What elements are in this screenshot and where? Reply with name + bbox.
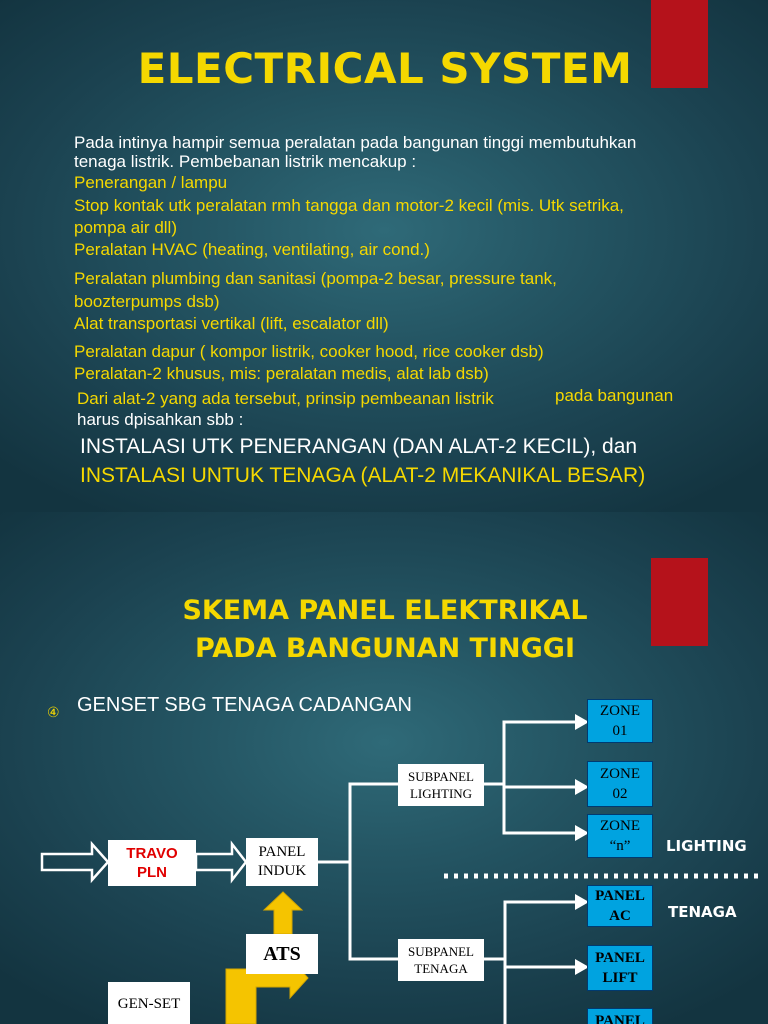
zone-label: ZONE (600, 703, 640, 719)
panel-induk-box (246, 838, 318, 886)
installation-lighting: INSTALASI UTK PENERANGAN (DAN ALAT-2 KECIL), dan (80, 435, 638, 458)
panel-label: PANEL (595, 1013, 645, 1024)
lighting-group-label: LIGHTING (666, 837, 747, 855)
genset-label: GEN-SET (117, 995, 181, 1012)
zone-number: 02 (612, 786, 628, 802)
bullet-genset: GENSET SBG TENAGA CADANGAN (77, 694, 412, 716)
closing-line-1a: Dari alat-2 yang ada tersebut, prinsip pembeanan listrik (77, 389, 494, 408)
ats-box (246, 934, 318, 974)
title-line-2: PADA BANGUNAN TINGGI (195, 633, 575, 664)
zone-number: 01 (612, 723, 628, 739)
subpanel-lighting-line-1: SUBPANEL (408, 769, 474, 784)
load-item: pompa air dll) (74, 218, 177, 237)
subpanel-lighting-line-2: LIGHTING (409, 786, 473, 801)
installation-power: INSTALASI UNTUK TENAGA (ALAT-2 MEKANIKAL BESAR) (80, 464, 646, 487)
pln-label: PLN (137, 864, 167, 881)
load-item: Alat transportasi vertikal (lift, escalator dll) (74, 314, 389, 333)
panel-ac-box (587, 885, 653, 927)
panel-label: PANEL (595, 950, 645, 966)
panel-label: PANEL (595, 888, 645, 904)
input-arrow (42, 844, 108, 880)
tenaga-group-label: TENAGA (668, 903, 737, 921)
subpanel-lighting-box (398, 764, 484, 806)
travo-pln-box (108, 840, 196, 886)
panel-name: LIFT (602, 970, 638, 986)
load-item: Stop kontak utk peralatan rmh tangga dan motor-2 kecil (mis. Utk setrika, (74, 196, 624, 215)
load-item: Penerangan / lampu (74, 173, 228, 192)
travo-to-induk-arrow (196, 844, 246, 880)
load-item: Peralatan HVAC (heating, ventilating, air cond.) (74, 240, 430, 259)
genset-box (108, 982, 190, 1024)
panel-name: AC (609, 908, 631, 924)
intro-line-1: Pada intinya hampir semua peralatan pada bangunan tinggi membutuhkan (74, 133, 637, 152)
load-item: Peralatan plumbing dan sanitasi (pompa-2 besar, pressure tank, (74, 269, 557, 288)
ats-label: ATS (263, 942, 301, 965)
bullet-marker: ④ (47, 704, 60, 720)
subpanel-tenaga-line-1: SUBPANEL (408, 944, 474, 959)
closing-line-1b: pada bangunan (555, 386, 674, 405)
zone-label: ZONE (600, 818, 640, 834)
title-line-1: SKEMA PANEL ELEKTRIKAL (182, 595, 588, 626)
load-item: Peralatan-2 khusus, mis: peralatan medis, alat lab dsb) (74, 364, 489, 383)
subpanel-tenaga-line-2: TENAGA (414, 961, 468, 976)
slide-panel-scheme (0, 512, 768, 1024)
zone-02-box (587, 761, 653, 807)
slide-title: ELECTRICAL SYSTEM (137, 44, 633, 93)
ats-up-arrow (264, 892, 302, 934)
travo-label: TRAVO (126, 845, 178, 862)
zone-label: ZONE (600, 766, 640, 782)
panel-induk-line-1: PANEL (258, 844, 306, 860)
subpanel-tenaga-box (398, 939, 484, 981)
zone-n-box (587, 814, 653, 858)
load-item: boozterpumps dsb) (74, 292, 220, 311)
zone-number: “n” (609, 838, 631, 854)
panel-induk-line-2: INDUK (257, 863, 307, 879)
zone-01-box (587, 699, 653, 743)
panel-lift-box (587, 945, 653, 991)
panel-third-box (587, 1008, 653, 1024)
load-item: Peralatan dapur ( kompor listrik, cooker hood, rice cooker dsb) (74, 342, 544, 361)
intro-line-2: tenaga listrik. Pembebanan listrik mencakup : (74, 152, 417, 171)
closing-line-2: harus dpisahkan sbb : (77, 410, 244, 429)
